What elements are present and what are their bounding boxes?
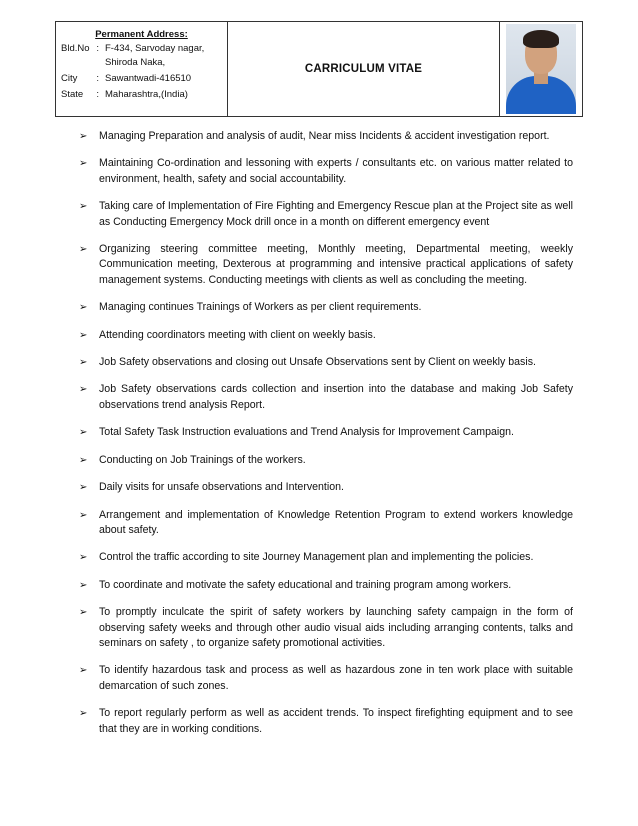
profile-photo: [506, 24, 576, 114]
list-item-text: Managing continues Trainings of Workers as per client requirements.: [99, 301, 422, 314]
arrow-bullet-icon: ➢: [79, 302, 88, 314]
address-separator: :: [96, 89, 99, 100]
list-item-text: Daily visits for unsafe observations and Intervention.: [99, 481, 344, 494]
list-item-text: To coordinate and motivate the safety educational and training program among workers.: [99, 578, 512, 591]
list-item-text: Organizing steering committee meeting, Monthly meeting, Departmental meeting, weekly Communication meeting, Dexterous at programming and intensive practical applications of safety management systems. Conducting meetings with clients as well as concluding the meeting.: [99, 243, 573, 286]
header-table: [55, 21, 583, 117]
list-item-text: Maintaining Co-ordination and lessoning with experts / consultants etc. on various matter related to environment, health, safety and social accountability.: [99, 157, 573, 185]
list-item-text: Conducting on Job Trainings of the workers.: [99, 453, 306, 466]
list-item: [79, 480, 573, 495]
address-row: [56, 88, 227, 102]
arrow-bullet-icon: ➢: [79, 357, 88, 369]
list-item: [79, 156, 573, 187]
list-item: [79, 300, 573, 315]
arrow-bullet-icon: ➢: [79, 509, 88, 521]
list-item: [79, 425, 573, 440]
arrow-bullet-icon: ➢: [79, 708, 88, 720]
list-item: [79, 453, 573, 468]
arrow-bullet-icon: ➢: [79, 454, 88, 466]
arrow-bullet-icon: ➢: [79, 665, 88, 677]
address-key: Bld.No: [61, 43, 90, 54]
list-item-text: Taking care of Implementation of Fire Fighting and Emergency Rescue plan at the Project site as well as Conducting Emergency Mock drill once in a month on different emergency event: [99, 200, 574, 228]
arrow-bullet-icon: ➢: [79, 244, 88, 256]
address-value: F-434, Sarvoday nagar,: [105, 43, 205, 54]
address-separator: :: [96, 43, 99, 54]
address-separator: :: [96, 73, 99, 84]
address-rows: [56, 42, 227, 102]
photo-cell: [500, 22, 582, 116]
list-item: [79, 550, 573, 565]
address-block: [56, 22, 228, 116]
arrow-bullet-icon: ➢: [79, 201, 88, 213]
list-item-text: Total Safety Task Instruction evaluations and Trend Analysis for Improvement Campaign.: [99, 426, 514, 439]
arrow-bullet-icon: ➢: [79, 579, 88, 591]
list-item: [79, 663, 573, 694]
list-item-text: Managing Preparation and analysis of audit, Near miss Incidents & accident investigation report.: [99, 130, 550, 142]
arrow-bullet-icon: ➢: [79, 482, 88, 494]
list-item: [79, 706, 573, 737]
list-item: [79, 242, 573, 288]
list-item: [79, 129, 573, 144]
address-title: Permanent Address:: [95, 29, 188, 40]
arrow-bullet-icon: ➢: [79, 552, 88, 564]
list-item-text: Attending coordinators meeting with client on weekly basis.: [99, 328, 376, 341]
arrow-bullet-icon: ➢: [79, 158, 88, 170]
address-key: State: [61, 89, 84, 100]
list-item-text: To identify hazardous task and process as well as hazardous zone in ten work place with suitable demarcation of such zones.: [99, 664, 573, 692]
arrow-bullet-icon: ➢: [79, 384, 88, 396]
list-item-text: To report regularly perform as well as accident trends. To inspect firefighting equipment and to see that they are in working conditions.: [99, 707, 573, 735]
list-item: [79, 508, 573, 539]
list-item-text: To promptly inculcate the spirit of safety workers by launching safety campaign in the form of observing safety weeks and through other audio visual aids including arranging contents, talks and seminars on safety , to organize safety promotional activities.: [99, 606, 573, 649]
cv-title: CARRICULUM VITAE: [228, 22, 500, 116]
address-value: Maharashtra,(India): [105, 89, 188, 100]
arrow-bullet-icon: ➢: [79, 131, 88, 142]
address-row: [56, 72, 227, 86]
address-value: Shiroda Naka,: [105, 57, 166, 68]
arrow-bullet-icon: ➢: [79, 427, 88, 439]
arrow-bullet-icon: ➢: [79, 329, 88, 341]
list-item: [79, 605, 573, 651]
list-item: [79, 199, 573, 230]
address-value: Sawantwadi-416510: [105, 73, 192, 84]
list-item-text: Job Safety observations and closing out Unsafe Observations sent by Client on weekly basis.: [99, 356, 536, 369]
list-item: [79, 382, 573, 413]
list-item: [79, 328, 573, 343]
address-row: [56, 42, 227, 70]
list-item: [79, 578, 573, 593]
list-item: [79, 355, 573, 370]
arrow-bullet-icon: ➢: [79, 607, 88, 619]
responsibilities-list: [79, 129, 573, 749]
list-item-text: Arrangement and implementation of Knowledge Retention Program to extend workers knowledge about safety.: [99, 508, 573, 536]
list-item-text: Control the traffic according to site Journey Management plan and implementing the policies.: [99, 551, 534, 564]
address-key: City: [61, 73, 78, 84]
list-item-text: Job Safety observations cards collection and insertion into the database and making Job Safety observations trend analysis Report.: [99, 383, 573, 411]
